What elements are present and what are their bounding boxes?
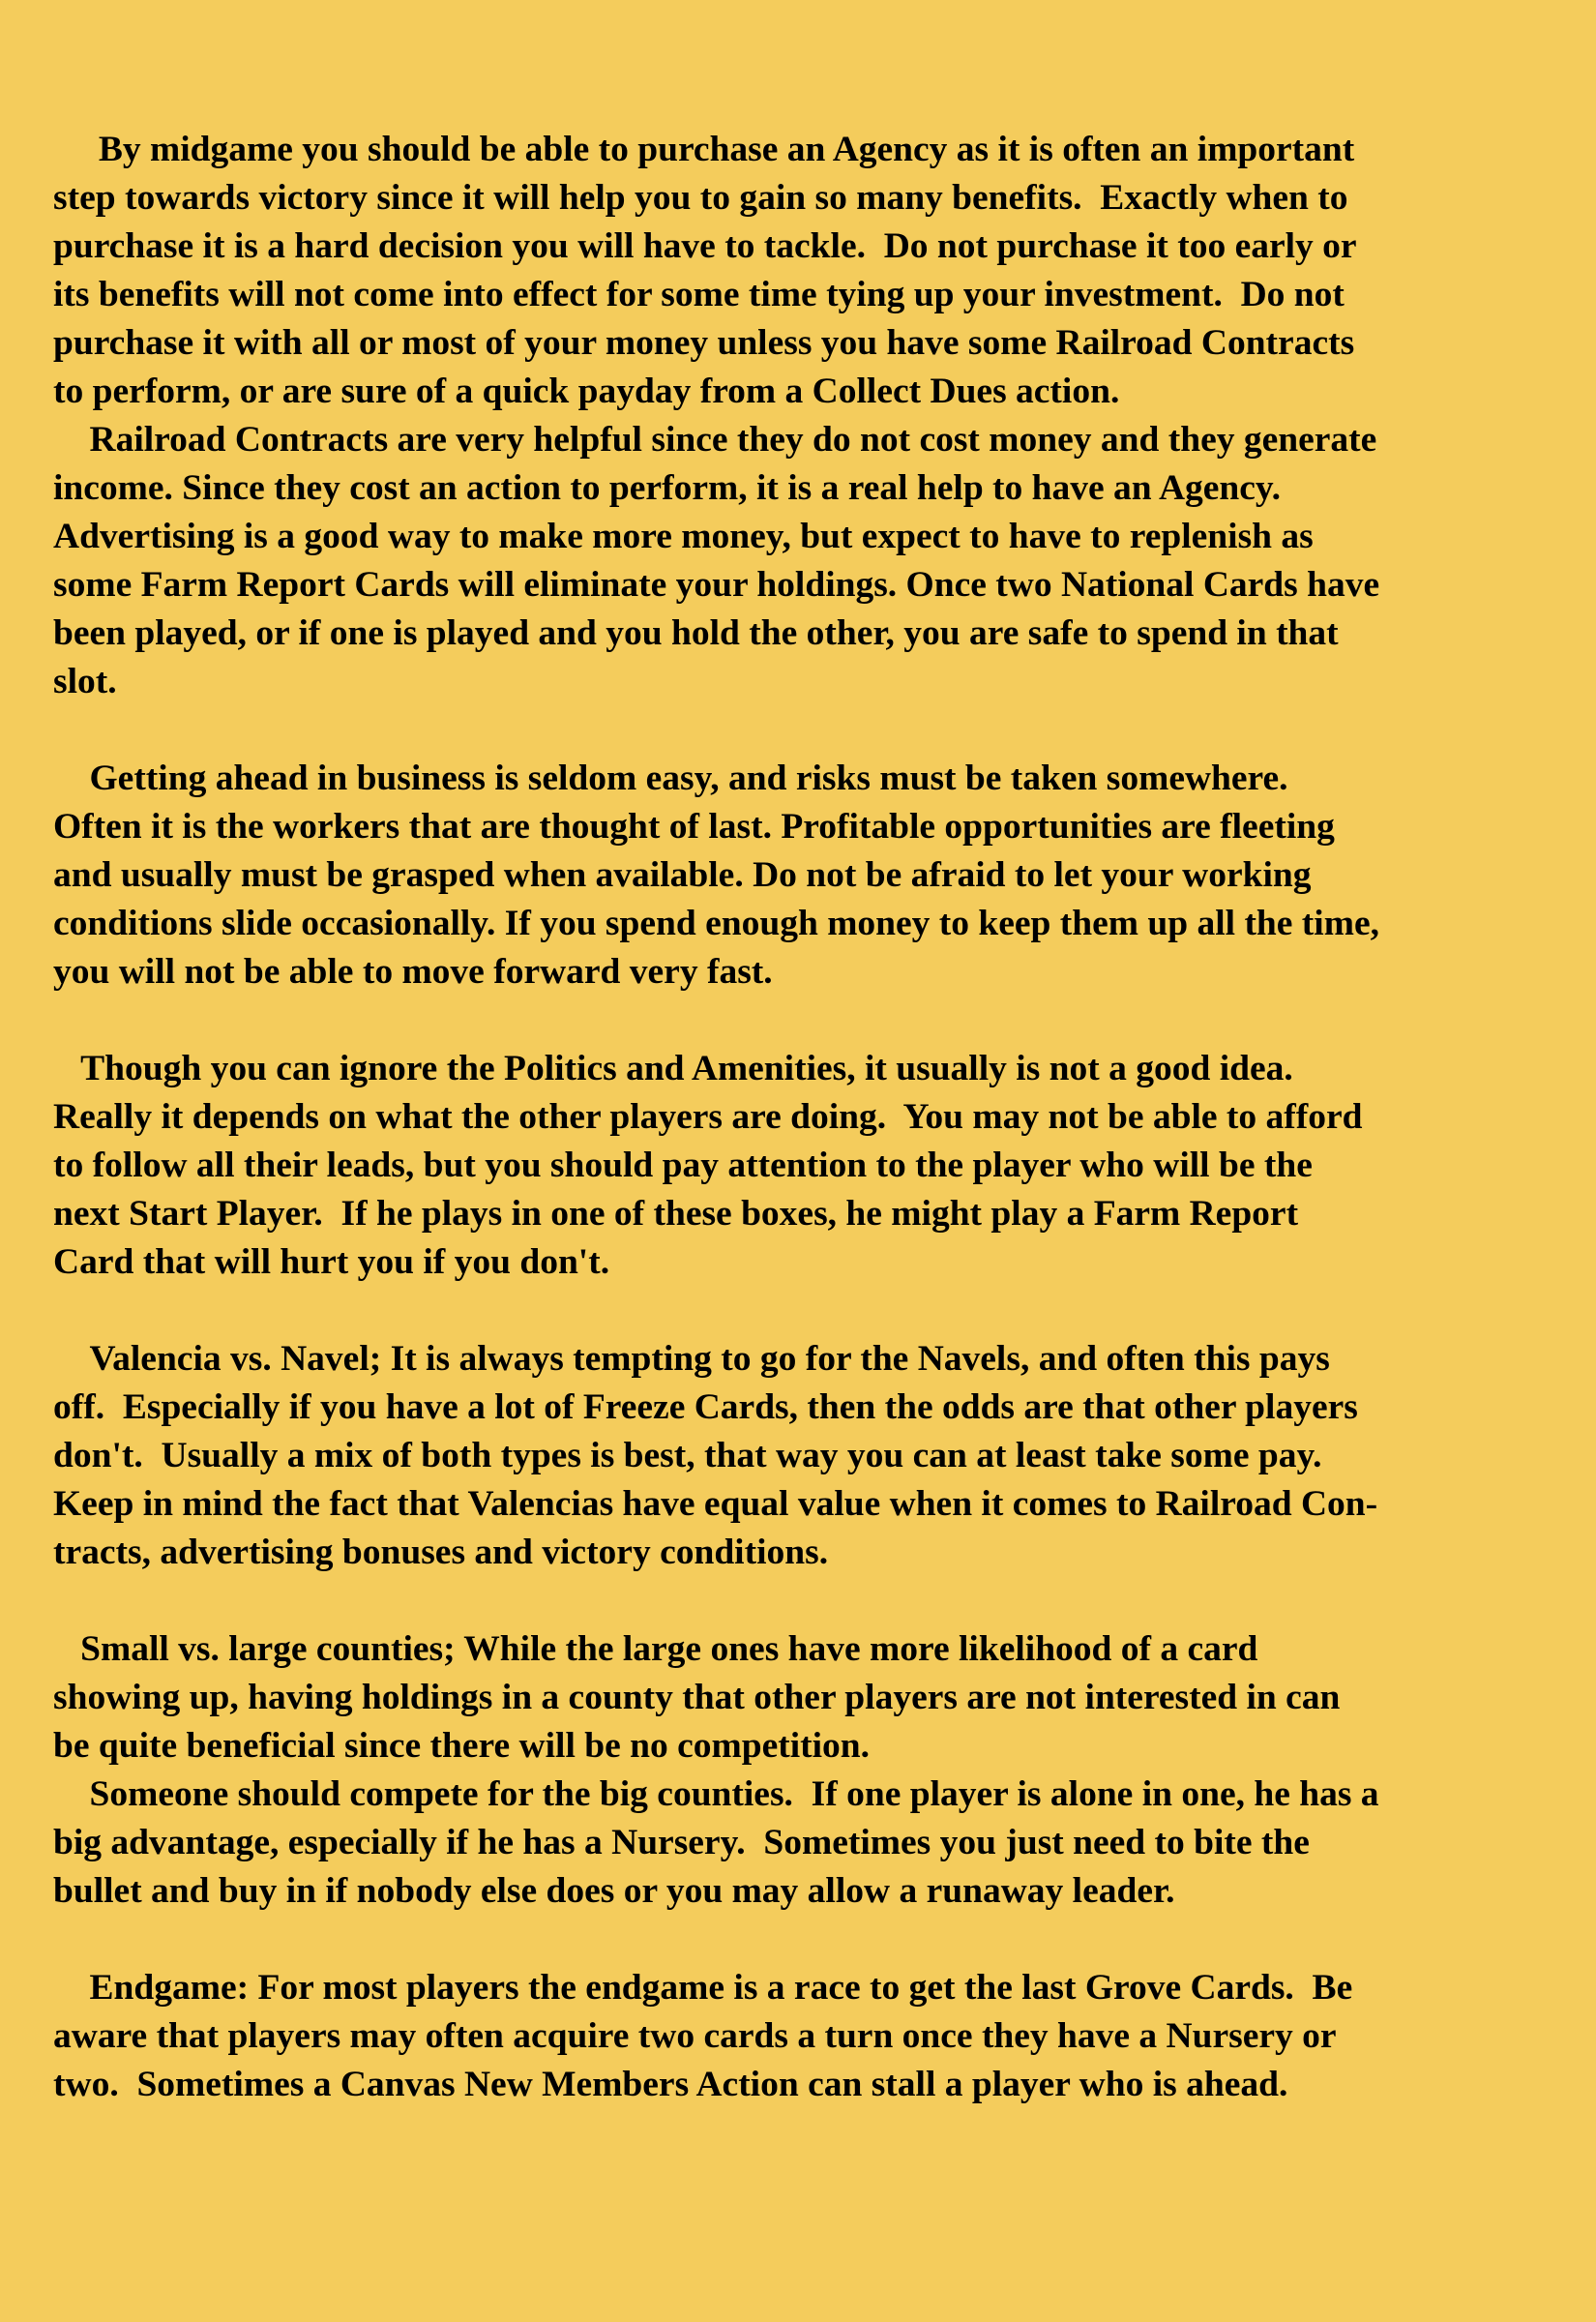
text-line: By midgame you should be able to purchase an Agency as it is often an important [53,130,1355,169]
text-line: Endgame: For most players the endgame is a race to get the last Grove Cards. Be [53,1968,1353,2008]
text-line: two. Sometimes a Canvas New Members Action can stall a player who is ahead. [53,2065,1288,2104]
text-line: Valencia vs. Navel; It is always tempting to go for the Navels, and often this pays [53,1339,1330,1379]
text-line: Though you can ignore the Politics and Amenities, it usually is not a good idea. [53,1049,1293,1088]
text-line: been played, or if one is played and you hold the other, you are safe to spend in that [53,613,1339,653]
text-line: aware that players may often acquire two cards a turn once they have a Nursery or [53,2016,1337,2056]
paragraph-agency [53,126,1581,416]
paragraph-gap [53,706,1581,755]
text-line: Card that will hurt you if you don't. [53,1242,610,1282]
text-line: tracts, advertising bonuses and victory conditions. [53,1533,829,1572]
text-line: Often it is the workers that are thought of last. Profitable opportunities are fleeting [53,807,1335,847]
text-line: don't. Usually a mix of both types is best, that way you can at least take some pay. [53,1436,1322,1475]
text-line: purchase it with all or most of your money unless you have some Railroad Contracts [53,323,1355,363]
text-line: to perform, or are sure of a quick payday from a Collect Dues action. [53,372,1120,411]
text-line: off. Especially if you have a lot of Freeze Cards, then the odds are that other players [53,1387,1358,1427]
text-line: big advantage, especially if he has a Nursery. Sometimes you just need to bite the [53,1823,1310,1862]
paragraph-gap [53,1916,1581,1964]
text-line: be quite beneficial since there will be no competition. [53,1726,871,1766]
paragraph-railroad-contracts [53,416,1581,706]
paragraph-business [53,755,1581,997]
text-line: Really it depends on what the other players are doing. You may not be able to afford [53,1097,1363,1137]
text-line: bullet and buy in if nobody else does or you may allow a runaway leader. [53,1871,1175,1911]
text-line: Railroad Contracts are very helpful since they do not cost money and they generate [53,420,1377,460]
text-line: Someone should compete for the big counties. If one player is alone in one, he has a [53,1774,1379,1814]
text-line: to follow all their leads, but you should pay attention to the player who will be the [53,1146,1313,1185]
paragraph-valencia-navel [53,1335,1581,1577]
text-line: slot. [53,662,117,701]
text-line: you will not be able to move forward very fast. [53,952,773,992]
paragraph-gap [53,1577,1581,1625]
text-line: step towards victory since it will help you to gain so many benefits. Exactly when to [53,178,1348,218]
text-line: its benefits will not come into effect for some time tying up your investment. Do not [53,275,1345,314]
paragraph-gap [53,997,1581,1045]
article-text [53,126,1581,2109]
text-line: Small vs. large counties; While the large ones have more likelihood of a card [53,1629,1258,1669]
text-line: Keep in mind the fact that Valencias have equal value when it comes to Railroad Con- [53,1484,1378,1524]
text-line: Advertising is a good way to make more money, but expect to have to replenish as [53,517,1314,556]
text-line: some Farm Report Cards will eliminate your holdings. Once two National Cards have [53,565,1380,605]
text-line: conditions slide occasionally. If you spend enough money to keep them up all the time, [53,904,1379,943]
paragraph-counties [53,1625,1581,1771]
text-line: income. Since they cost an action to perform, it is a real help to have an Agency. [53,468,1281,508]
paragraph-big-counties [53,1771,1581,1916]
text-line: Getting ahead in business is seldom easy, and risks must be taken somewhere. [53,759,1288,798]
text-line: next Start Player. If he plays in one of these boxes, he might play a Farm Report [53,1194,1299,1234]
paragraph-gap [53,1287,1581,1335]
text-line: showing up, having holdings in a county that other players are not interested in can [53,1678,1341,1717]
text-line: and usually must be grasped when available. Do not be afraid to let your working [53,855,1312,895]
paragraph-endgame [53,1964,1581,2109]
text-line: purchase it is a hard decision you will have to tackle. Do not purchase it too early or [53,226,1357,266]
paragraph-politics [53,1045,1581,1287]
